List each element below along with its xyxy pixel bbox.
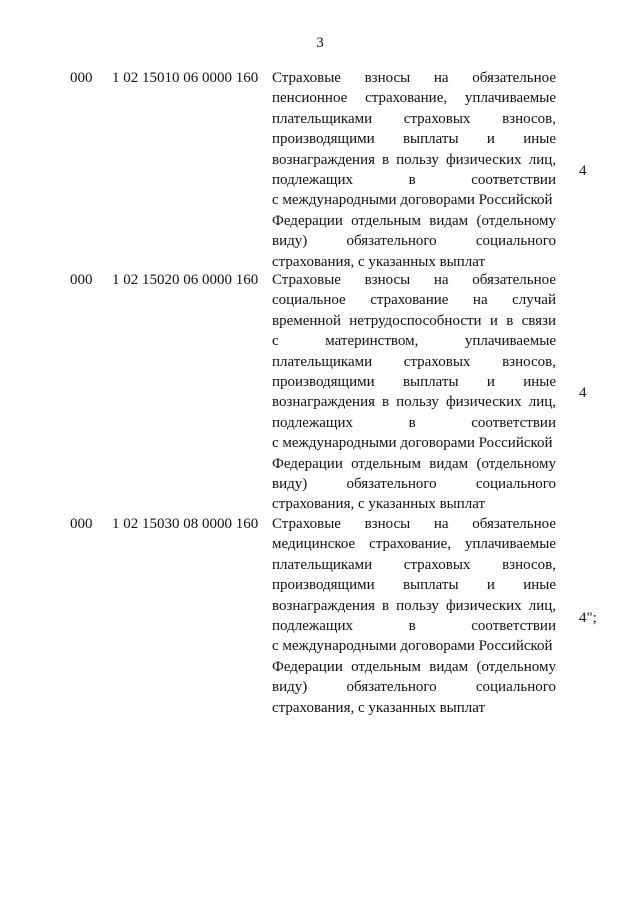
description xyxy=(272,514,556,718)
norm-value: 4 xyxy=(579,163,587,179)
kbk-code: 1 02 15010 06 0000 160 xyxy=(112,70,259,86)
description-word: (отдельному xyxy=(476,658,556,675)
description-word: лиц, xyxy=(528,151,556,168)
description xyxy=(272,270,556,515)
description-word: и xyxy=(489,312,498,329)
description-word: на xyxy=(433,70,449,86)
norm-value: 4 xyxy=(579,385,587,401)
kbk-code: 1 02 15030 08 0000 160 xyxy=(112,516,259,532)
description-word: страхование xyxy=(370,292,449,309)
description-word: пользу xyxy=(396,597,439,614)
description-word: выплаты xyxy=(402,577,459,594)
description-word: медицинское xyxy=(272,536,356,553)
description-word: производящими xyxy=(272,373,375,390)
description-word: страховых xyxy=(403,110,471,127)
description-word: подлежащих xyxy=(272,171,353,188)
description-word: соответствии xyxy=(471,617,556,634)
description-word: подлежащих xyxy=(272,617,353,634)
description-word: выплаты xyxy=(402,131,459,148)
description-word: уплачиваемые xyxy=(464,333,556,350)
description-word: плательщиками xyxy=(272,353,373,370)
description-word: и xyxy=(486,131,495,148)
description-word: пользу xyxy=(396,394,439,411)
description-line xyxy=(272,129,556,149)
description-word: виду) xyxy=(272,475,308,492)
description-word: плательщиками xyxy=(272,110,373,127)
description-word: отдельным xyxy=(351,212,421,229)
description-word: страховых xyxy=(403,353,471,370)
description-line xyxy=(272,311,556,331)
description-word: плательщиками xyxy=(272,556,373,573)
description-word: взносов, xyxy=(502,110,556,127)
description-word: видам xyxy=(429,455,469,472)
description-word: взносы xyxy=(364,70,411,86)
description-word: на xyxy=(433,516,449,532)
description-word: страхование, xyxy=(365,90,448,107)
description-word: взносов, xyxy=(502,353,556,370)
description-word: в xyxy=(506,312,514,329)
description-line xyxy=(272,555,556,575)
description-word: вознаграждения xyxy=(272,597,376,614)
description-word: производящими xyxy=(272,131,375,148)
description-word: пенсионное xyxy=(272,90,348,107)
description-line: страхования, с указанных выплат xyxy=(272,253,486,270)
description-line xyxy=(272,331,556,351)
description-word: в xyxy=(408,414,416,431)
description-word: временной xyxy=(272,312,341,329)
description-word: виду) xyxy=(272,233,308,250)
description-word: связи xyxy=(521,312,556,329)
description-word: социального xyxy=(475,475,556,492)
description-word: (отдельному xyxy=(476,455,556,472)
description-word: с xyxy=(272,333,279,350)
description-line xyxy=(272,68,556,88)
description-word: виду) xyxy=(272,679,308,696)
description-word: Федерации xyxy=(272,658,343,675)
description-line xyxy=(272,109,556,129)
description-word: в xyxy=(408,617,416,634)
description-word: отдельным xyxy=(351,658,421,675)
description-word: иные xyxy=(523,577,556,594)
description-word: вознаграждения xyxy=(272,394,376,411)
description-line: с международными договорами Российской xyxy=(272,435,553,452)
description-word: социальное xyxy=(272,292,346,309)
description-word: физических xyxy=(445,151,522,168)
description-line xyxy=(272,231,556,251)
description-word: Страховые xyxy=(272,70,341,86)
description-word: соответствии xyxy=(471,414,556,431)
description-line xyxy=(272,392,556,412)
description-word: пользу xyxy=(396,151,439,168)
description-word: взносы xyxy=(364,516,411,532)
description-word: социального xyxy=(475,233,556,250)
description-word: физических xyxy=(445,394,522,411)
description-word: обязательное xyxy=(472,272,556,288)
kbk-code: 1 02 15020 06 0000 160 xyxy=(112,272,259,288)
page-number: 3 xyxy=(316,35,324,51)
description-word: Федерации xyxy=(272,212,343,229)
description-word: в xyxy=(408,171,416,188)
description-line xyxy=(272,352,556,372)
description xyxy=(272,68,556,272)
description-word: нетрудоспособности xyxy=(349,312,482,329)
description-word: физических xyxy=(445,597,522,614)
description-word: иные xyxy=(523,131,556,148)
description-line xyxy=(272,616,556,636)
description-word: в xyxy=(382,597,390,614)
description-line xyxy=(272,170,556,190)
description-word: уплачиваемые xyxy=(464,90,556,107)
admin-code: 000 xyxy=(70,272,93,288)
description-word: обязательного xyxy=(346,679,437,696)
description-word: обязательное xyxy=(472,70,556,86)
description-word: взносов, xyxy=(502,556,556,573)
description-line xyxy=(272,413,556,433)
description-word: выплаты xyxy=(402,373,459,390)
description-word: (отдельному xyxy=(476,212,556,229)
description-line: с международными договорами Российской xyxy=(272,638,553,655)
description-line xyxy=(272,575,556,595)
description-line xyxy=(272,150,556,170)
description-word: подлежащих xyxy=(272,414,353,431)
description-word: обязательное xyxy=(472,516,556,532)
description-line: с международными договорами Российской xyxy=(272,192,553,209)
description-line xyxy=(272,290,556,310)
description-line xyxy=(272,657,556,677)
description-word: на xyxy=(472,292,488,309)
description-word: страхование, xyxy=(369,536,452,553)
description-word: и xyxy=(486,373,495,390)
description-word: видам xyxy=(429,212,469,229)
description-word: материнством, xyxy=(325,333,419,350)
description-word: иные xyxy=(523,373,556,390)
description-word: вознаграждения xyxy=(272,151,376,168)
description-line xyxy=(272,270,556,290)
description-word: соответствии xyxy=(471,171,556,188)
admin-code: 000 xyxy=(70,70,93,86)
description-line: страхования, с указанных выплат xyxy=(272,496,486,513)
description-word: и xyxy=(486,577,495,594)
description-word: обязательного xyxy=(346,233,437,250)
description-line xyxy=(272,474,556,494)
description-word: лиц, xyxy=(528,394,556,411)
description-word: социального xyxy=(475,679,556,696)
description-word: Страховые xyxy=(272,272,341,288)
description-line xyxy=(272,677,556,697)
description-word: лиц, xyxy=(528,597,556,614)
description-word: в xyxy=(382,151,390,168)
description-word: видам xyxy=(429,658,469,675)
description-line xyxy=(272,454,556,474)
description-line xyxy=(272,372,556,392)
description-word: производящими xyxy=(272,577,375,594)
description-word: случай xyxy=(512,292,556,309)
description-word: Страховые xyxy=(272,516,341,532)
description-line xyxy=(272,514,556,534)
admin-code: 000 xyxy=(70,516,93,532)
description-word: обязательного xyxy=(346,475,437,492)
description-word: Федерации xyxy=(272,455,343,472)
description-word: в xyxy=(382,394,390,411)
description-word: отдельным xyxy=(351,455,421,472)
description-line xyxy=(272,534,556,554)
description-word: уплачиваемые xyxy=(464,536,556,553)
description-line xyxy=(272,211,556,231)
description-line: страхования, с указанных выплат xyxy=(272,699,486,716)
description-word: взносы xyxy=(364,272,411,288)
description-word: на xyxy=(433,272,449,288)
norm-value: 4"; xyxy=(579,610,597,626)
description-line xyxy=(272,596,556,616)
description-line xyxy=(272,88,556,108)
description-word: страховых xyxy=(403,556,471,573)
